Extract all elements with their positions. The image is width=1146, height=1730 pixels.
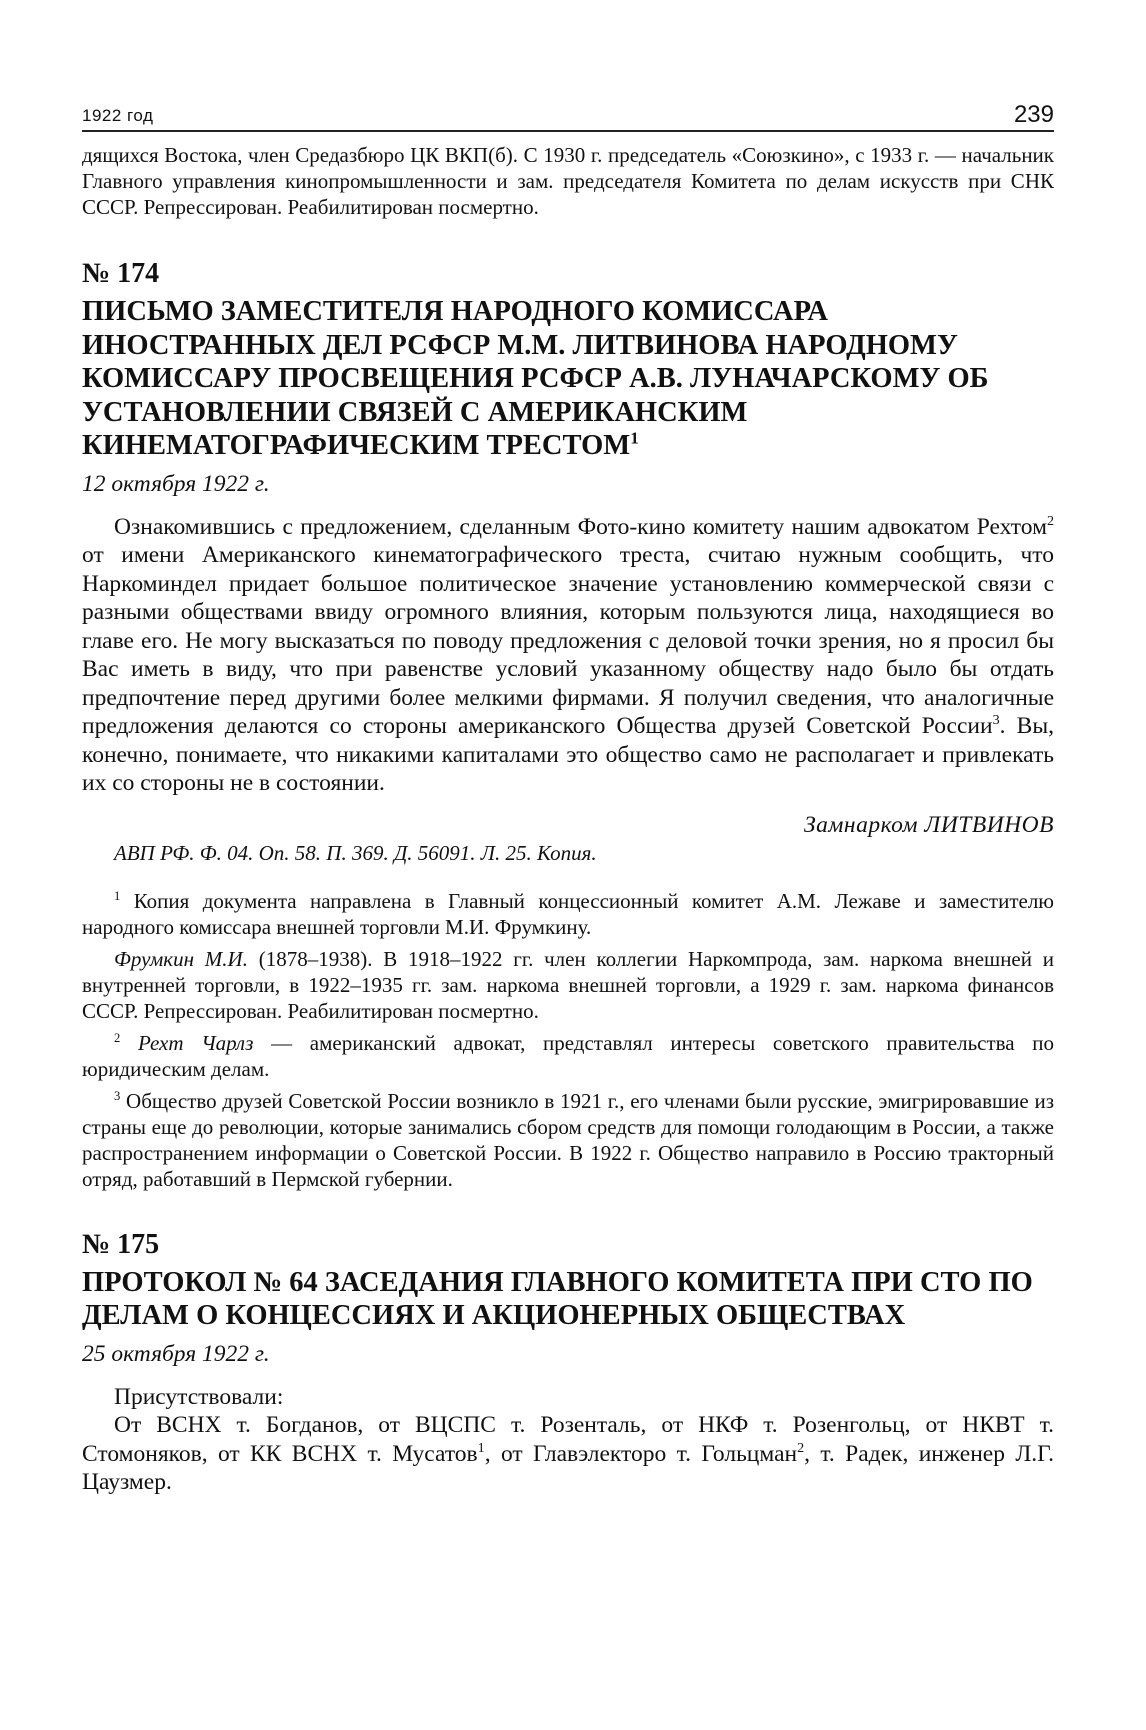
document-date: 25 октября 1922 г.	[82, 1340, 270, 1367]
letter-text-part: от имени Американского кинематографического треста, считаю нужным сообщить, что Наркоминдел придает большое политическое значение установлению коммерческой связи с разными обществами ввиду огромного влияния, которым пользуются лица, находящиеся во главе его. Не могу высказаться по поводу предложения с деловой точки зрения, но я просил бы Вас иметь в виду, что при равенстве условий указанному обществу надо было бы отдать предпочтение перед другими более мелкими фирмами. Я получил сведения, что аналогичные предложения делаются со стороны американского Общества друзей Советской России	[82, 542, 1054, 739]
document-number: № 175	[82, 1228, 160, 1260]
footnote-3	[82, 1088, 1054, 1192]
footnote-1	[82, 888, 1054, 940]
footnote-text: — американский адвокат, представлял интересы советского правительства по юридическим делам.	[82, 1030, 1055, 1081]
person-name: Рехт Чарлз	[120, 1030, 254, 1055]
person-name: Фрумкин М.И.	[114, 946, 248, 971]
document-number: № 174	[82, 258, 160, 289]
footnote-2	[82, 1030, 1054, 1082]
signature-role: Замнарком	[804, 811, 925, 838]
letter-text-part: . Вы, конечно, понимаете, что никакими капиталами это общество само не располагает и привлекать их со стороны не в состоянии.	[82, 713, 1054, 796]
footnotes	[82, 888, 1054, 1192]
letter-text-part: Ознакомившись с предложением, сделанным Фото-кино комитету нашим адвокатом Рехтом	[114, 513, 1047, 540]
document-title	[82, 295, 1054, 463]
document-174	[82, 257, 1054, 1192]
footnote-mark: 1	[114, 888, 121, 903]
signature	[82, 810, 1054, 840]
attendance-text: От ВСНХ т. Богданов, от ВЦСПС т. Розенталь, от НКФ т. Розенгольц, от НКВТ т. Стомоняков, от КК ВСНХ т. Мусатов	[82, 1412, 1054, 1467]
running-head-year: 1922 год	[82, 106, 154, 125]
running-header	[82, 96, 1054, 132]
signature-name: ЛИТВИНОВ	[924, 811, 1054, 838]
footnote-text: (1878–1938). В 1918–1922 гг. член коллегии Наркомпрода, зам. наркома внешней и внутренней торговли, в 1922–1935 гг. зам. наркома внешней торговли, а 1929 г. зам. наркома финансов СССР. Репрессирован. Реабилитирован посмертно.	[82, 946, 1054, 1023]
footnote-ref: 1	[630, 428, 639, 448]
footnote-text: Копия документа направлена в Главный концессионный комитет А.М. Лежаве и заместителю народного комиссара внешней торговли М.И. Фрумкину.	[82, 888, 1054, 939]
continued-footnote: дящихся Востока, член Средазбюро ЦК ВКП(б). С 1930 г. председатель «Союзкино», с 1933 г. — начальник Главного управления кинопромышленности и зам. председателя Комитета по делам искусств при СНК СССР. Репрессирован. Реабилитирован посмертно.	[82, 143, 1054, 219]
footnote-ref: 3	[992, 712, 1000, 729]
attendance-text: , от Главэлектоpо т. Гольцман	[484, 1440, 798, 1467]
letter-body	[82, 513, 1054, 798]
document-title: ПРОТОКОЛ № 64 ЗАСЕДАНИЯ ГЛАВНОГО КОМИТЕТА ПРИ СТО ПО ДЕЛАМ О КОНЦЕССИЯХ И АКЦИОНЕРНЫХ ОБЩЕСТВАХ	[82, 1266, 1033, 1331]
footnote-frumkin	[82, 946, 1054, 1024]
attendance-list	[82, 1411, 1054, 1497]
footnote-ref: 1	[477, 1439, 485, 1456]
page-number: 239	[1013, 101, 1054, 128]
footnote-mark: 2	[114, 1030, 121, 1045]
document-175	[82, 1228, 1054, 1497]
attendance-text: , т. Радек, инженер Л.Г. Цаузмер.	[82, 1440, 1054, 1495]
archive-reference: АВП РФ. Ф. 04. Оп. 58. П. 369. Д. 56091. Л. 25. Копия.	[114, 840, 597, 865]
footnote-mark: 3	[114, 1088, 121, 1103]
document-date: 12 октября 1922 г.	[82, 470, 270, 497]
attendance-label: Присутствовали:	[114, 1383, 284, 1410]
document-title-text: ПИСЬМО ЗАМЕСТИТЕЛЯ НАРОДНОГО КОМИССАРА ИНОСТРАННЫХ ДЕЛ РСФСР М.М. ЛИТВИНОВА НАРОДНОМУ КОМИССАРУ ПРОСВЕЩЕНИЯ РСФСР А.В. ЛУНАЧАРСКОМУ ОБ УСТАНОВЛЕНИИ СВЯЗЕЙ С АМЕРИКАНСКИМ КИНЕМАТОГРАФИЧЕСКИМ ТРЕСТОМ	[82, 296, 989, 461]
page-content	[82, 142, 1054, 1497]
footnote-ref: 2	[1046, 512, 1054, 529]
footnote-ref: 2	[797, 1439, 805, 1456]
footnote-text: Общество друзей Советской России возникло в 1921 г., его членами были русские, эмигрировавшие из страны еще до революции, которые занимались сбором средств для помощи голодающим в России, а также распространением информации о Советской России. В 1922 г. Общество направило в Россию тракторный отряд, работавший в Пермской губернии.	[82, 1088, 1054, 1191]
